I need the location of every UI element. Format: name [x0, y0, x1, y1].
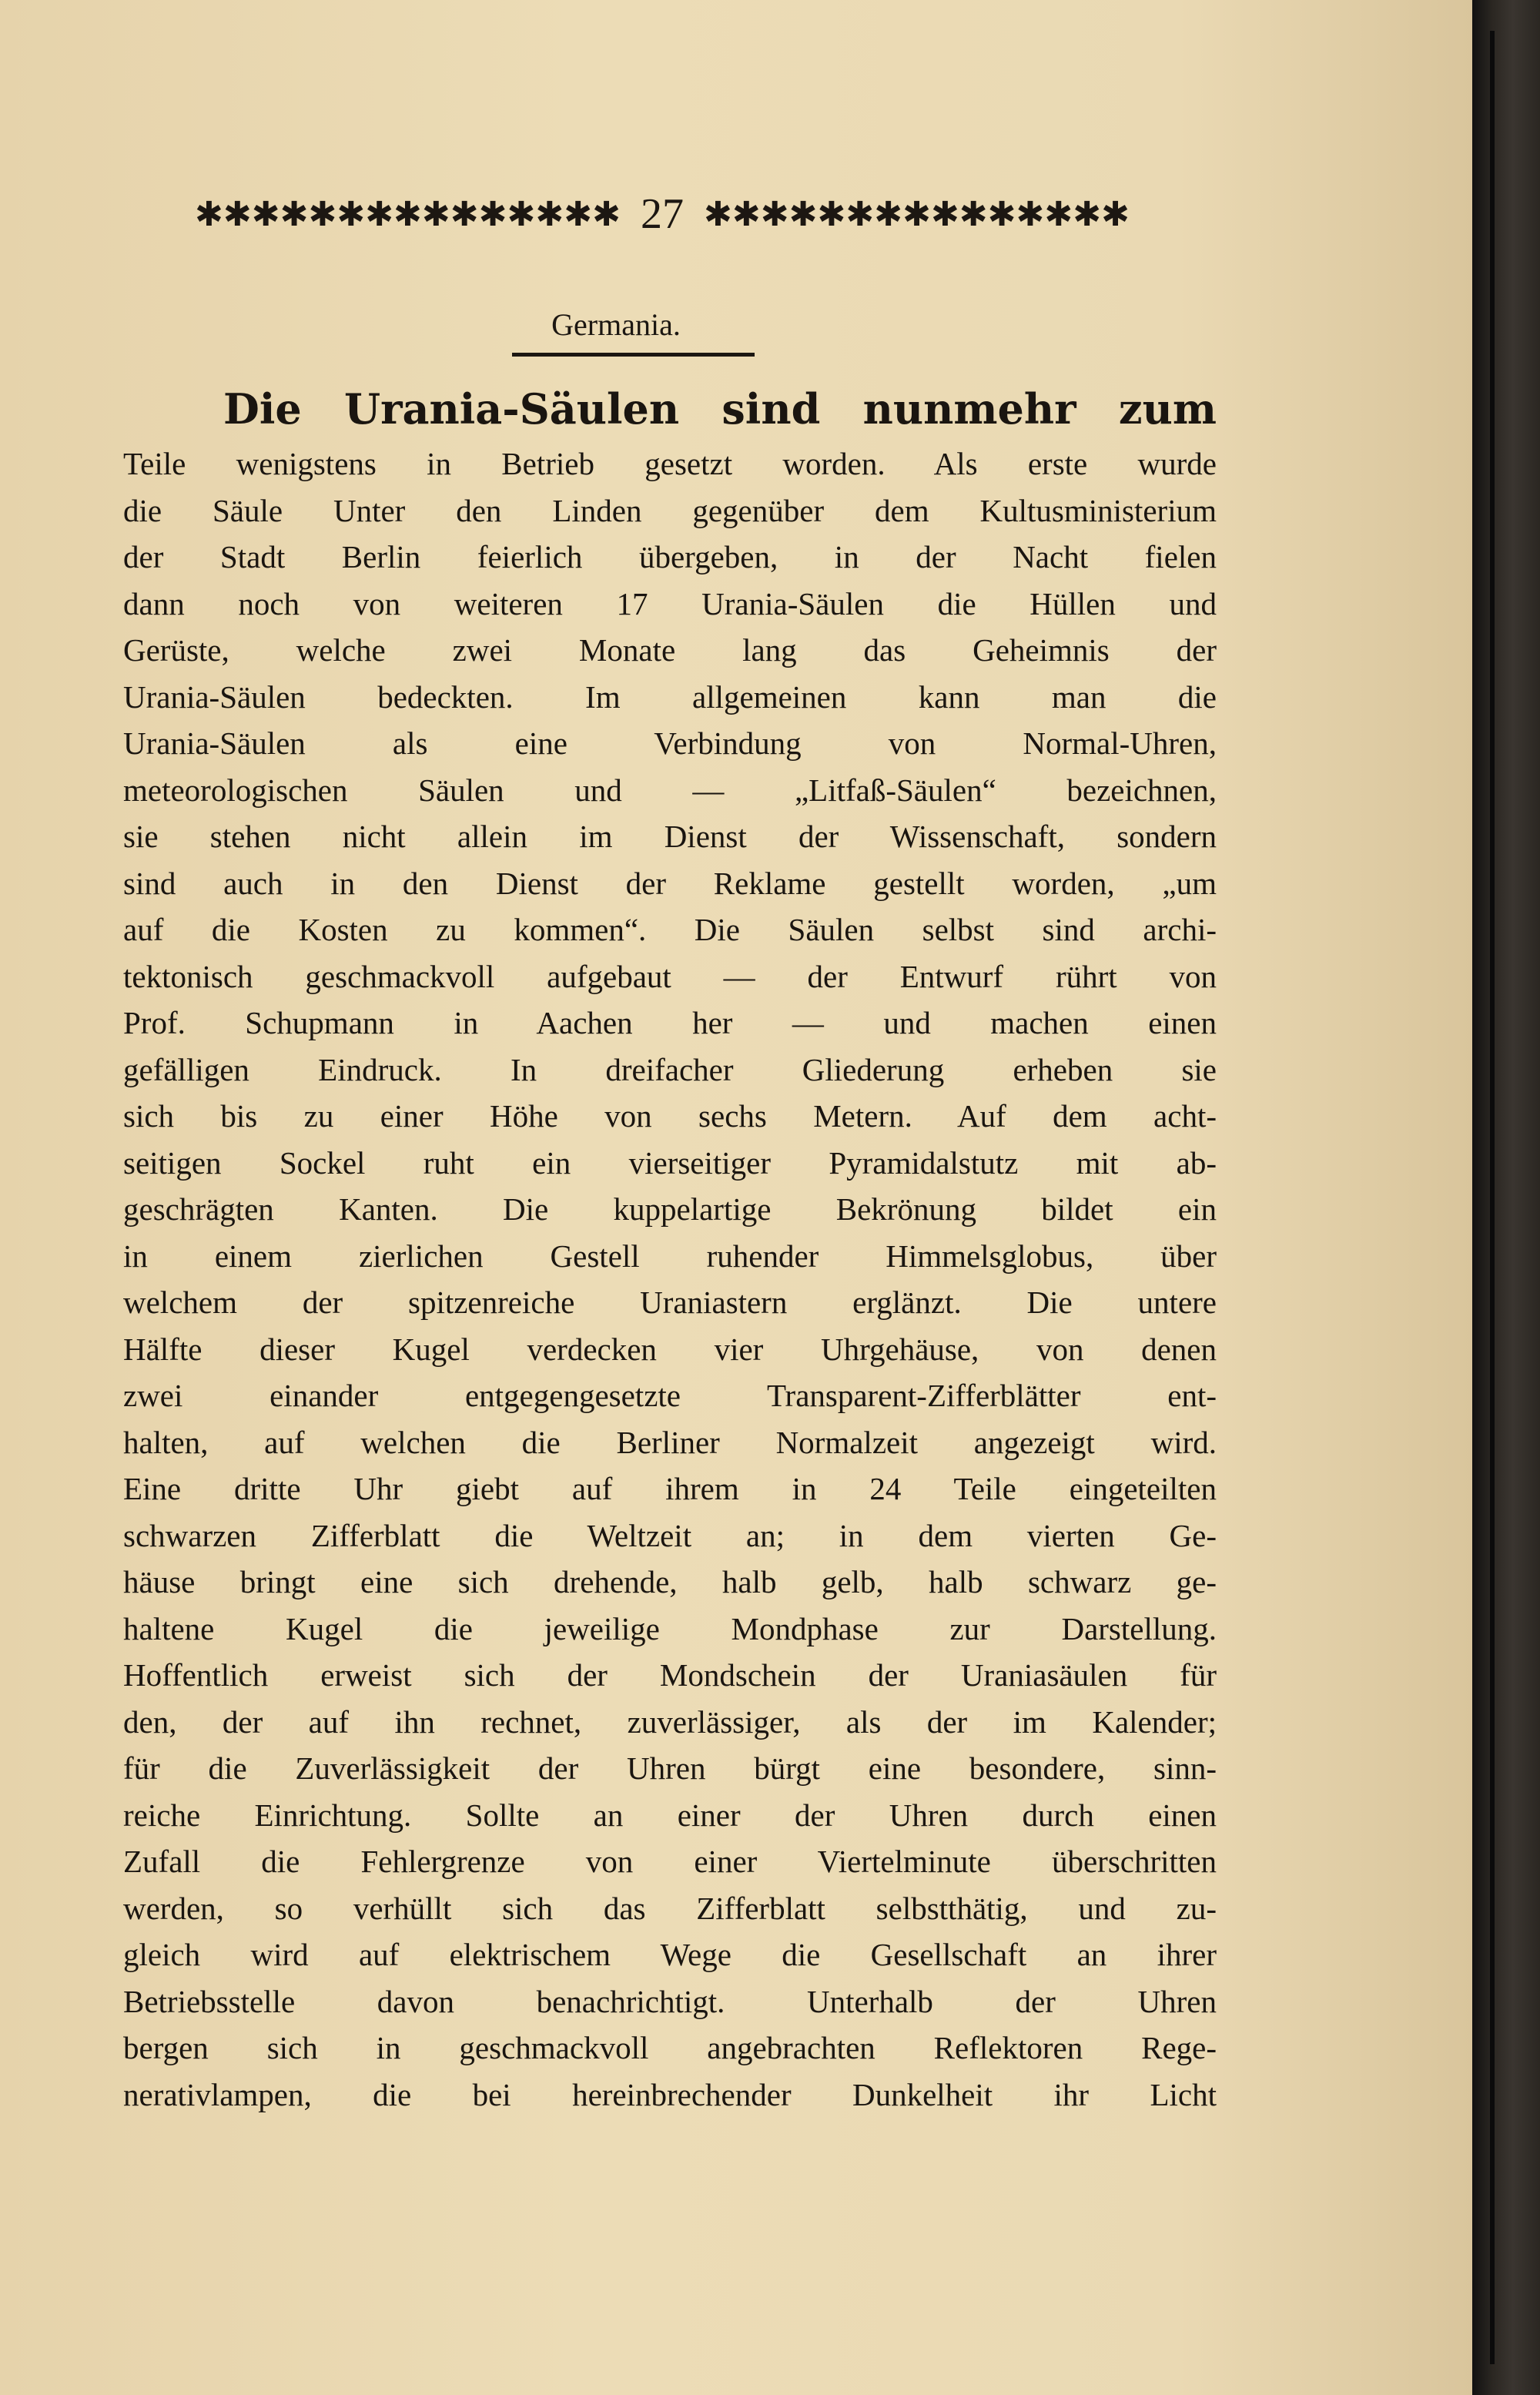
text-line: der Stadt Berlin feierlich übergeben, in der Nacht fielen — [123, 539, 1217, 574]
right-ornament: ✱✱✱✱✱✱✱✱✱✱✱✱✱✱✱ — [704, 194, 1130, 234]
section-title: Germania. — [551, 307, 681, 342]
text-line: nerativlampen, die bei hereinbrechender Dunkelheit ihr Licht — [123, 2076, 1217, 2112]
binding-line — [1490, 31, 1495, 2364]
text-line: sie stehen nicht allein im Dienst der Wissenschaft, sondern — [123, 819, 1217, 854]
left-ornament: ✱✱✱✱✱✱✱✱✱✱✱✱✱✱✱ — [194, 194, 621, 234]
text-line: Prof. Schupmann in Aachen her — und machen einen — [123, 1005, 1217, 1040]
text-line: Urania-Säulen als eine Verbindung von Normal-Uhren, — [123, 725, 1217, 761]
text-line: in einem zierlichen Gestell ruhender Himmelsglobus, über — [123, 1238, 1217, 1274]
text-line: Betriebsstelle davon benachrichtigt. Unterhalb der Uhren — [123, 1983, 1217, 2019]
text-line: seitigen Sockel ruht ein vierseitiger Pyramidalstutz mit ab- — [123, 1144, 1217, 1181]
text-line: häuse bringt eine sich drehende, halb gelb, halb schwarz ge- — [123, 1564, 1217, 1599]
text-line: Urania-Säulen bedeckten. Im allgemeinen kann man die — [123, 678, 1217, 715]
text-line: bergen sich in geschmackvoll angebrachten Reflektoren Rege- — [123, 2030, 1217, 2065]
opening-line: Die Urania-Säulen sind nunmehr zum — [223, 384, 1217, 434]
text-line: gleich wird auf elektrischem Wege die Gesellschaft an ihrer — [123, 1937, 1217, 1972]
text-line: meteorologischen Säulen und — „Litfaß-Säulen“ bezeichnen, — [123, 772, 1217, 808]
book-binding-edge — [1472, 0, 1540, 2395]
title-underline — [512, 353, 755, 357]
text-line: Zufall die Fehlergrenze von einer Viertelminute überschritten — [123, 1844, 1217, 1879]
text-line: die Säule Unter den Linden gegenüber dem Kultusministerium — [123, 492, 1217, 528]
text-line: für die Zuverlässigkeit der Uhren bürgt eine besondere, sinn- — [123, 1750, 1217, 1786]
text-line: Hoffentlich erweist sich der Mondschein der Uraniasäulen für — [123, 1657, 1217, 1693]
text-line: Teile wenigstens in Betrieb gesetzt worden. Als erste wurde — [123, 446, 1217, 481]
text-line: Gerüste, welche zwei Monate lang das Geheimnis der — [123, 632, 1217, 668]
text-line: tektonisch geschmackvoll aufgebaut — der Entwurf rührt von — [123, 958, 1217, 994]
text-line: sind auch in den Dienst der Reklame gestellt worden, „um — [123, 865, 1217, 901]
text-line: welchem der spitzenreiche Uraniastern erglänzt. Die untere — [123, 1285, 1217, 1320]
body-text — [123, 377, 1217, 2118]
text-line: zwei einander entgegengesetzte Transparent-Zifferblätter ent- — [123, 1378, 1217, 1413]
text-line: geschrägten Kanten. Die kuppelartige Bekrönung bildet ein — [123, 1191, 1217, 1227]
text-line: schwarzen Zifferblatt die Weltzeit an; in dem vierten Ge- — [123, 1517, 1217, 1553]
text-line: auf die Kosten zu kommen“. Die Säulen selbst sind archi- — [123, 912, 1217, 947]
text-line: den, der auf ihn rechnet, zuverlässiger, als der im Kalender; — [123, 1703, 1217, 1740]
text-line: sich bis zu einer Höhe von sechs Metern. Auf dem acht- — [123, 1098, 1217, 1134]
page-header — [123, 183, 1201, 245]
text-line: gefälligen Eindruck. In dreifacher Gliederung erheben sie — [123, 1051, 1217, 1087]
text-line: haltene Kugel die jeweilige Mondphase zur Darstellung. — [123, 1610, 1217, 1646]
page-number: 27 — [641, 190, 684, 238]
text-line: dann noch von weiteren 17 Urania-Säulen die Hüllen und — [123, 585, 1217, 621]
text-line: halten, auf welchen die Berliner Normalzeit angezeigt wird. — [123, 1424, 1217, 1460]
text-line: werden, so verhüllt sich das Zifferblatt selbstthätig, und zu- — [123, 1890, 1217, 1926]
text-line: Eine dritte Uhr giebt auf ihrem in 24 Teile eingeteilten — [123, 1471, 1217, 1506]
text-line: reiche Einrichtung. Sollte an einer der Uhren durch einen — [123, 1797, 1217, 1833]
text-line: Hälfte dieser Kugel verdecken vier Uhrgehäuse, von denen — [123, 1331, 1217, 1367]
